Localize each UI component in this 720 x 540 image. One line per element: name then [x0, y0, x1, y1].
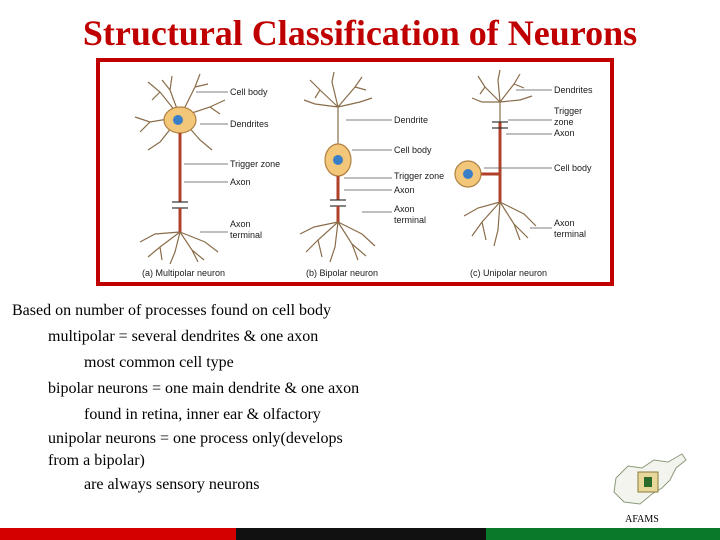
bullet-text	[12, 298, 432, 498]
label-c-dendrites: Dendrites	[554, 85, 593, 95]
label-a-dendrites: Dendrites	[230, 119, 269, 129]
caption-b: (b) Bipolar neuron	[306, 268, 379, 278]
label-c-trigger: Trigger	[554, 106, 583, 116]
text-line: found in retina, inner ear & olfactory	[84, 406, 321, 423]
text-line: from a bipolar)	[48, 452, 145, 469]
footer-red-segment	[0, 528, 236, 540]
text-line: most common cell type	[84, 354, 234, 371]
footer-color-bar	[0, 528, 720, 540]
label-a-trigger-zone: Trigger zone	[230, 159, 281, 169]
label-b-axon-terminal-1: Axon	[394, 204, 415, 214]
label-a-axon: Axon	[230, 177, 251, 187]
caption-c: (c) Unipolar neuron	[470, 268, 548, 278]
label-c-zone: zone	[554, 117, 574, 127]
multipolar-neuron	[135, 74, 225, 264]
unipolar-neuron	[455, 70, 536, 246]
logo-caption: AFAMS	[625, 514, 659, 525]
label-a-cell-body: Cell body	[230, 87, 268, 97]
text-line: multipolar = several dendrites & one axon	[48, 328, 319, 345]
footer-green-segment	[486, 528, 720, 540]
footer-black-segment	[236, 528, 486, 540]
label-a-axon-terminal-1: Axon	[230, 219, 251, 229]
label-c-axon-terminal-2: terminal	[554, 229, 587, 239]
text-line: are always sensory neurons	[84, 476, 260, 493]
label-b-dendrite: Dendrite	[394, 115, 429, 125]
label-b-trigger-zone: Trigger zone	[394, 171, 445, 181]
label-b-axon: Axon	[394, 185, 415, 195]
caption-a: (a) Multipolar neuron	[142, 268, 226, 278]
label-c-axon-terminal-1: Axon	[554, 218, 575, 228]
text-line: bipolar neurons = one main dendrite & one axon	[48, 380, 360, 397]
label-a-axon-terminal-2: terminal	[230, 230, 263, 240]
label-c-axon: Axon	[554, 128, 575, 138]
text-line: unipolar neurons = one process only(develops	[48, 430, 343, 447]
neuron-illustration	[100, 62, 610, 282]
neuron-diagram	[96, 58, 614, 286]
slide-title: Structural Classification of Neurons	[82, 13, 638, 53]
afghanistan-map-logo	[606, 448, 690, 512]
bipolar-neuron	[300, 72, 375, 262]
label-b-cell-body: Cell body	[394, 145, 432, 155]
label-c-cell-body: Cell body	[554, 163, 592, 173]
text-line: Based on number of processes found on cell body	[12, 302, 332, 319]
label-b-axon-terminal-2: terminal	[394, 215, 427, 225]
